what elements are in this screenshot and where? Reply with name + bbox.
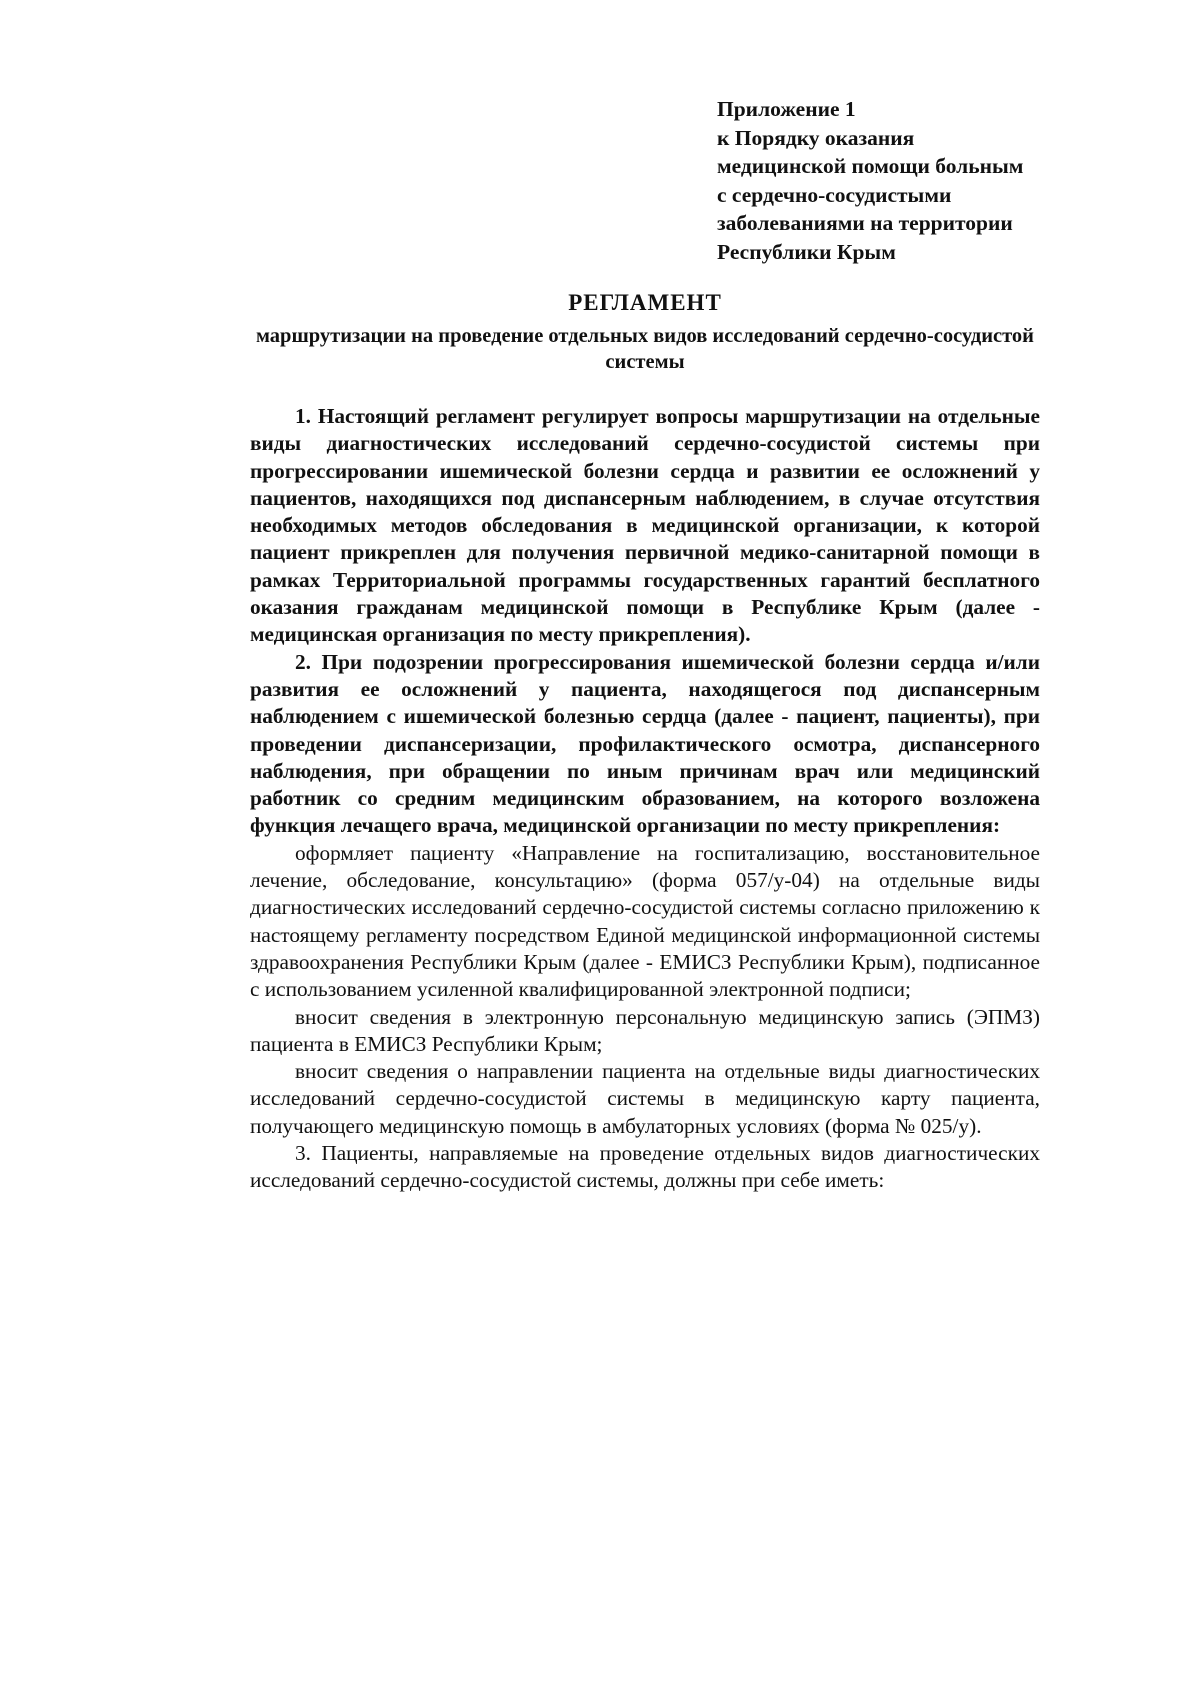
appendix-header (717, 95, 1117, 266)
paragraph-2: 2. При подозрении прогрессирования ишемической болезни сердца и/или развития ее осложнений у пациента, находящегося под диспансерным наблюдением с ишемической болезнью сердца (далее - пациент, пациенты), при проведении диспансеризации, профилактического осмотра, диспансерного наблюдения, при обращении по иным причинам врач или медицинский работник со средним медицинским образованием, на которого возложена функция лечащего врача, медицинской организации по месту прикрепления: (250, 649, 1040, 838)
document-title: РЕГЛАМЕНТ (568, 290, 722, 315)
paragraph-3: 3. Пациенты, направляемые на проведение отдельных видов диагностических исследований сердечно-сосудистой системы, должны при себе иметь: (250, 1141, 1040, 1193)
appendix-line: Республики Крым (717, 239, 896, 264)
document-subtitle: маршрутизации на проведение отдельных видов исследований сердечно-сосудистой системы (255, 325, 1034, 373)
paragraph-item-epmz: вносит сведения в электронную персональную медицинскую запись (ЭПМЗ) пациента в ЕМИСЗ Республики Крым; (250, 1004, 1040, 1056)
paragraph-item-form: оформляет пациенту «Направление на госпитализацию, восстановительное лечение, обследование, консультацию» (форма 057/у-04) на отдельные виды диагностических исследований сердечно-сосудистой системы согласно приложению к настоящему регламенту посредством Единой медицинской информационной системы здравоохранения Республики Крым (далее - ЕМИСЗ Республики Крым), подписанное с использованием усиленной квалифицированной электронной подписи; (250, 840, 1040, 1002)
appendix-line: к Порядку оказания (717, 125, 915, 150)
appendix-line: медицинской помощи больным (717, 154, 1024, 178)
paragraph-item-card: вносит сведения о направлении пациента на отдельные виды диагностических исследований сердечно-сосудистой системы в медицинскую карту пациента, получающего медицинскую помощь в амбулаторных условиях (форма № 025/у). (250, 1059, 1040, 1138)
appendix-line: заболеваниями на территории (717, 211, 1013, 235)
document-body (250, 403, 1040, 1195)
appendix-line: с сердечно-сосудистыми (717, 182, 952, 207)
paragraph-1: 1. Настоящий регламент регулирует вопросы маршрутизации на отдельные виды диагностических исследований сердечно-сосудистой системы при прогрессировании ишемической болезни сердца и развитии ее осложнений у пациентов, находящихся под диспансерным наблюдением, в случае отсутствия необходимых методов обследования в медицинской организации, к которой пациент прикреплен для получения первичной медико-санитарной помощи в рамках Территориальной программы государственных гарантий бесплатного оказания гражданам медицинской помощи в Республике Крым (далее - медицинская организация по месту прикрепления). (250, 404, 1040, 647)
appendix-line: Приложение 1 (717, 97, 856, 121)
